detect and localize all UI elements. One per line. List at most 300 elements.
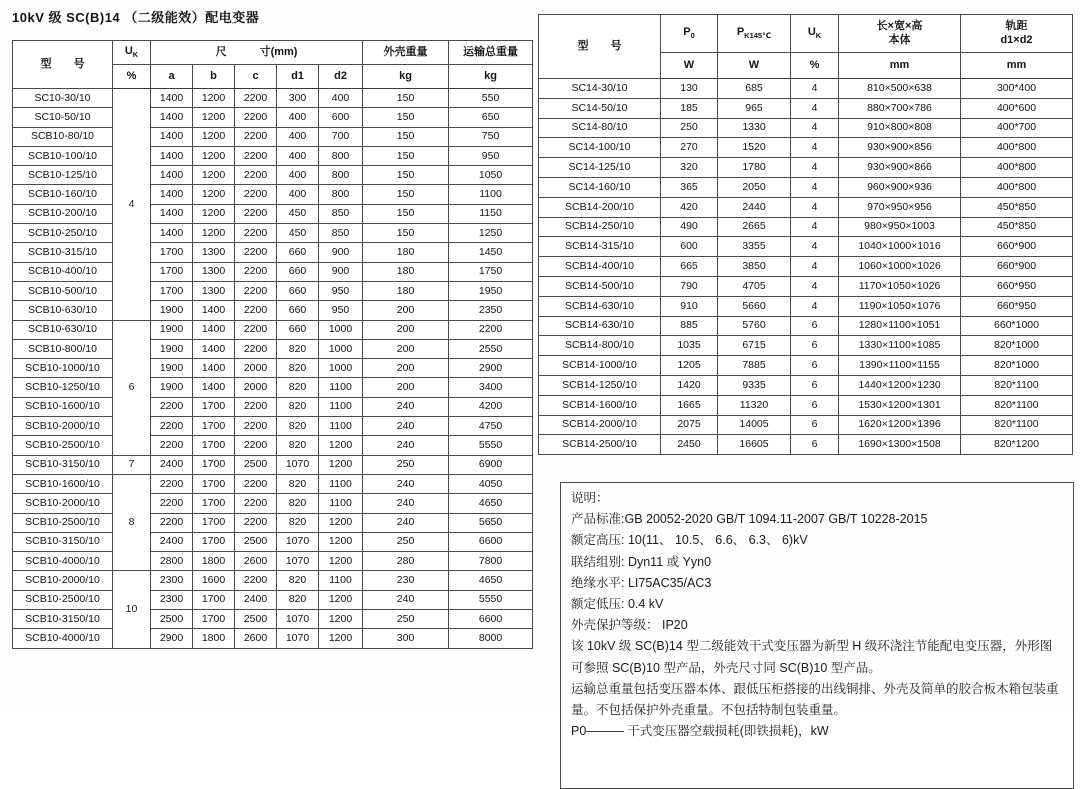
value-cell: 450*850 [961, 217, 1073, 237]
table-row [13, 224, 533, 243]
table-row [13, 629, 533, 648]
value-cell: 1420 [661, 375, 718, 395]
table-row [539, 118, 1073, 138]
table-row [13, 513, 533, 532]
note-line: 说明： [571, 491, 609, 505]
table-row [13, 436, 533, 455]
value-cell: 820*1100 [961, 375, 1073, 395]
uk-value-cell: 8 [113, 474, 151, 570]
model-cell: SCB10-250/10 [13, 224, 113, 243]
col-header-model: 型 号 [13, 41, 113, 89]
value-cell: 240 [363, 590, 449, 609]
value-cell: 150 [363, 89, 449, 108]
table-row [13, 532, 533, 551]
col-header-d2: d2 [319, 65, 363, 89]
value-cell: 240 [363, 494, 449, 513]
value-cell: 1400 [193, 320, 235, 339]
value-cell: 6 [791, 395, 839, 415]
value-cell: 400 [277, 127, 319, 146]
model-cell: SCB10-400/10 [13, 262, 113, 281]
value-cell: 4200 [449, 397, 533, 416]
value-cell: 1050 [449, 166, 533, 185]
value-cell: 2500 [151, 610, 193, 629]
table-row [13, 455, 533, 474]
value-cell: 1390×1100×1155 [839, 356, 961, 376]
value-cell: 2000 [235, 378, 277, 397]
value-cell: 1400 [193, 378, 235, 397]
value-cell: 150 [363, 166, 449, 185]
value-cell: 2450 [661, 435, 718, 455]
col-header-body-dimensions: 长×宽×高 本体 [839, 15, 961, 53]
value-cell: 1100 [319, 378, 363, 397]
value-cell: 2200 [235, 243, 277, 262]
value-cell: 3850 [718, 257, 791, 277]
value-cell: 1200 [193, 146, 235, 165]
note-line: 产品标准:GB 20052-2020 GB/T 1094.11-2007 GB/T 10228-2015 [571, 512, 928, 527]
note-line: 额定高压: 10(11、 10.5、 6.6、 6.3、 6)kV [571, 533, 808, 548]
value-cell: 1060×1000×1026 [839, 257, 961, 277]
col-header-uk: $U_K$ [113, 41, 151, 65]
value-cell: 885 [661, 316, 718, 336]
value-cell: 16605 [718, 435, 791, 455]
value-cell: 2500 [235, 610, 277, 629]
value-cell: 2200 [235, 204, 277, 223]
model-cell: SCB10-1600/10 [13, 474, 113, 493]
table-row [539, 197, 1073, 217]
value-cell: 7800 [449, 552, 533, 571]
note-line: 该 10kV 级 SC(B)14 型二级能效干式变压器为新型 H 级环浇注节能配电变压器，外形图可参照 SC(B)10 型产品，外壳尺寸同 SC(B)10 型产品。 [571, 639, 1053, 675]
value-cell: 4050 [449, 474, 533, 493]
value-cell: 820*1000 [961, 356, 1073, 376]
value-cell: 1100 [319, 571, 363, 590]
value-cell: 300*400 [961, 79, 1073, 99]
value-cell: 700 [319, 127, 363, 146]
value-cell: 820*1000 [961, 336, 1073, 356]
value-cell: 1100 [319, 417, 363, 436]
value-cell: 1450 [449, 243, 533, 262]
value-cell: 1700 [193, 455, 235, 474]
col-header-shell-weight-unit: kg [363, 65, 449, 89]
model-cell: SCB10-100/10 [13, 146, 113, 165]
value-cell: 200 [363, 339, 449, 358]
value-cell: 1200 [319, 629, 363, 648]
model-cell: SCB10-500/10 [13, 281, 113, 300]
value-cell: 2800 [151, 552, 193, 571]
value-cell: 1200 [193, 204, 235, 223]
value-cell: 1250 [449, 224, 533, 243]
value-cell: 250 [363, 610, 449, 629]
model-cell: SCB14-630/10 [539, 316, 661, 336]
model-cell: SCB10-2500/10 [13, 436, 113, 455]
value-cell: 750 [449, 127, 533, 146]
value-cell: 600 [319, 108, 363, 127]
col-header-model: 型 号 [539, 15, 661, 79]
value-cell: 1070 [277, 552, 319, 571]
page-title: 10kV 级 SC(B)14 （二级能效）配电变器 [12, 10, 260, 25]
value-cell: 820 [277, 339, 319, 358]
value-cell: 2200 [235, 494, 277, 513]
value-cell: 1400 [193, 359, 235, 378]
value-cell: 1280×1100×1051 [839, 316, 961, 336]
model-cell: SCB14-400/10 [539, 257, 661, 277]
value-cell: 900 [319, 243, 363, 262]
value-cell: 180 [363, 243, 449, 262]
value-cell: 1205 [661, 356, 718, 376]
value-cell: 950 [319, 301, 363, 320]
model-cell: SCB14-315/10 [539, 237, 661, 257]
value-cell: 820 [277, 397, 319, 416]
value-cell: 2200 [151, 474, 193, 493]
model-cell: SCB14-1600/10 [539, 395, 661, 415]
value-cell: 8000 [449, 629, 533, 648]
value-cell: 1700 [151, 262, 193, 281]
model-cell: SCB10-800/10 [13, 339, 113, 358]
table-row [539, 375, 1073, 395]
value-cell: 1530×1200×1301 [839, 395, 961, 415]
value-cell: 5760 [718, 316, 791, 336]
value-cell: 1300 [193, 262, 235, 281]
value-cell: 930×900×866 [839, 158, 961, 178]
value-cell: 1700 [193, 513, 235, 532]
value-cell: 450 [277, 204, 319, 223]
value-cell: 1900 [151, 301, 193, 320]
value-cell: 820 [277, 436, 319, 455]
value-cell: 1400 [151, 108, 193, 127]
value-cell: 11320 [718, 395, 791, 415]
value-cell: 660*950 [961, 276, 1073, 296]
value-cell: 1900 [151, 320, 193, 339]
col-header-dimensions-unit: mm [839, 53, 961, 79]
model-cell: SCB10-3150/10 [13, 532, 113, 551]
value-cell: 820 [277, 590, 319, 609]
value-cell: 150 [363, 204, 449, 223]
value-cell: 2200 [151, 417, 193, 436]
table-row [539, 356, 1073, 376]
value-cell: 4 [791, 276, 839, 296]
col-header-d1: d1 [277, 65, 319, 89]
value-cell: 2200 [235, 127, 277, 146]
value-cell: 150 [363, 224, 449, 243]
value-cell: 800 [319, 166, 363, 185]
value-cell: 1070 [277, 629, 319, 648]
value-cell: 1900 [151, 339, 193, 358]
value-cell: 910×800×808 [839, 118, 961, 138]
value-cell: 2300 [151, 590, 193, 609]
scb14-spec-table [538, 14, 1073, 455]
value-cell: 200 [363, 359, 449, 378]
value-cell: 660 [277, 243, 319, 262]
value-cell: 1400 [151, 166, 193, 185]
table-row [13, 320, 533, 339]
value-cell: 2200 [235, 301, 277, 320]
value-cell: 240 [363, 417, 449, 436]
value-cell: 450*850 [961, 197, 1073, 217]
value-cell: 250 [363, 455, 449, 474]
value-cell: 1700 [193, 494, 235, 513]
value-cell: 1400 [151, 127, 193, 146]
value-cell: 4 [791, 217, 839, 237]
note-line: 外壳保护等级： IP20 [571, 618, 688, 633]
value-cell: 1200 [319, 455, 363, 474]
value-cell: 1200 [319, 610, 363, 629]
value-cell: 5650 [449, 513, 533, 532]
model-cell: SCB10-3150/10 [13, 610, 113, 629]
value-cell: 660 [277, 281, 319, 300]
value-cell: 820*1100 [961, 395, 1073, 415]
col-header-c: c [235, 65, 277, 89]
value-cell: 130 [661, 79, 718, 99]
value-cell: 1900 [151, 378, 193, 397]
value-cell: 1900 [151, 359, 193, 378]
value-cell: 1780 [718, 158, 791, 178]
table-row [539, 336, 1073, 356]
value-cell: 400 [319, 89, 363, 108]
value-cell: 4 [791, 296, 839, 316]
value-cell: 400 [277, 146, 319, 165]
model-cell: SCB10-1250/10 [13, 378, 113, 397]
uk-value-cell: 7 [113, 455, 151, 474]
table-row [13, 571, 533, 590]
model-cell: SCB14-2500/10 [539, 435, 661, 455]
value-cell: 960×900×936 [839, 177, 961, 197]
value-cell: 1000 [319, 359, 363, 378]
value-cell: 1190×1050×1076 [839, 296, 961, 316]
value-cell: 650 [449, 108, 533, 127]
model-cell: SCB14-1250/10 [539, 375, 661, 395]
value-cell: 150 [363, 146, 449, 165]
model-cell: SC14-160/10 [539, 177, 661, 197]
value-cell: 400*800 [961, 158, 1073, 178]
value-cell: 2550 [449, 339, 533, 358]
value-cell: 1330×1100×1085 [839, 336, 961, 356]
value-cell: 230 [363, 571, 449, 590]
value-cell: 1040×1000×1016 [839, 237, 961, 257]
value-cell: 1200 [193, 185, 235, 204]
value-cell: 180 [363, 281, 449, 300]
table-row [13, 127, 533, 146]
value-cell: 1100 [319, 494, 363, 513]
table-row [13, 204, 533, 223]
note-line: P0——— 干式变压器空载损耗(即铁损耗)，kW [571, 724, 829, 739]
value-cell: 1200 [193, 224, 235, 243]
value-cell: 400*800 [961, 138, 1073, 158]
value-cell: 2200 [235, 571, 277, 590]
model-cell: SCB14-2000/10 [539, 415, 661, 435]
value-cell: 4 [791, 118, 839, 138]
value-cell: 790 [661, 276, 718, 296]
value-cell: 1400 [151, 185, 193, 204]
value-cell: 150 [363, 127, 449, 146]
table-row [13, 590, 533, 609]
value-cell: 2200 [235, 436, 277, 455]
table-row [539, 435, 1073, 455]
value-cell: 910 [661, 296, 718, 316]
table-row [13, 494, 533, 513]
value-cell: 6900 [449, 455, 533, 474]
value-cell: 600 [661, 237, 718, 257]
value-cell: 5550 [449, 590, 533, 609]
model-cell: SCB10-125/10 [13, 166, 113, 185]
value-cell: 2200 [235, 281, 277, 300]
value-cell: 1750 [449, 262, 533, 281]
value-cell: 2900 [449, 359, 533, 378]
value-cell: 2440 [718, 197, 791, 217]
value-cell: 400 [277, 166, 319, 185]
scb14-table-body [539, 79, 1073, 455]
table-row [539, 138, 1073, 158]
value-cell: 1100 [319, 474, 363, 493]
value-cell: 4650 [449, 571, 533, 590]
value-cell: 950 [449, 146, 533, 165]
value-cell: 4 [791, 138, 839, 158]
model-cell: SCB10-2000/10 [13, 571, 113, 590]
value-cell: 2300 [151, 571, 193, 590]
value-cell: 6600 [449, 532, 533, 551]
value-cell: 2200 [235, 89, 277, 108]
table-row [539, 79, 1073, 99]
model-cell: SCB10-630/10 [13, 301, 113, 320]
value-cell: 1400 [151, 204, 193, 223]
value-cell: 400*800 [961, 177, 1073, 197]
value-cell: 1700 [193, 590, 235, 609]
value-cell: 2500 [235, 455, 277, 474]
value-cell: 2200 [235, 320, 277, 339]
value-cell: 2200 [151, 397, 193, 416]
model-cell: SCB14-800/10 [539, 336, 661, 356]
col-header-uk-unit: % [113, 65, 151, 89]
note-line: 联结组别: Dyn11 或 Yyn0 [571, 554, 712, 569]
value-cell: 200 [363, 378, 449, 397]
value-cell: 1440×1200×1230 [839, 375, 961, 395]
value-cell: 250 [363, 532, 449, 551]
value-cell: 1200 [193, 166, 235, 185]
value-cell: 250 [661, 118, 718, 138]
value-cell: 1600 [193, 571, 235, 590]
col-header-pk145: $P_{K145℃}$ [718, 15, 791, 53]
value-cell: 1400 [151, 224, 193, 243]
value-cell: 1400 [193, 301, 235, 320]
value-cell: 4 [791, 197, 839, 217]
col-header-rail-gauge: 轨距 d1×d2 [961, 15, 1073, 53]
value-cell: 1100 [449, 185, 533, 204]
value-cell: 550 [449, 89, 533, 108]
model-cell: SCB10-315/10 [13, 243, 113, 262]
value-cell: 820 [277, 378, 319, 397]
table-row [539, 98, 1073, 118]
value-cell: 2200 [235, 339, 277, 358]
value-cell: 820 [277, 417, 319, 436]
col-header-shell-weight: 外壳重量 [363, 41, 449, 65]
value-cell: 665 [661, 257, 718, 277]
table-row [13, 552, 533, 571]
value-cell: 2665 [718, 217, 791, 237]
model-cell: SCB14-200/10 [539, 197, 661, 217]
value-cell: 2400 [151, 532, 193, 551]
value-cell: 685 [718, 79, 791, 99]
table-row [539, 177, 1073, 197]
value-cell: 6 [791, 316, 839, 336]
model-cell: SCB10-3150/10 [13, 455, 113, 474]
value-cell: 660 [277, 320, 319, 339]
value-cell: 400*600 [961, 98, 1073, 118]
value-cell: 240 [363, 513, 449, 532]
value-cell: 660*950 [961, 296, 1073, 316]
value-cell: 2200 [235, 108, 277, 127]
value-cell: 1035 [661, 336, 718, 356]
value-cell: 280 [363, 552, 449, 571]
value-cell: 1665 [661, 395, 718, 415]
value-cell: 1200 [319, 590, 363, 609]
table-row [13, 474, 533, 493]
value-cell: 820 [277, 494, 319, 513]
value-cell: 9335 [718, 375, 791, 395]
value-cell: 970×950×956 [839, 197, 961, 217]
model-cell: SC10-50/10 [13, 108, 113, 127]
value-cell: 1200 [193, 108, 235, 127]
table-row [539, 158, 1073, 178]
value-cell: 2200 [235, 513, 277, 532]
value-cell: 1170×1050×1026 [839, 276, 961, 296]
col-header-p0: $P_0$ [661, 15, 718, 53]
scb10-table-body [13, 89, 533, 649]
col-header-uk: $U_K$ [791, 15, 839, 53]
table-row [13, 89, 533, 108]
table-row [539, 237, 1073, 257]
value-cell: 300 [277, 89, 319, 108]
value-cell: 1700 [193, 610, 235, 629]
value-cell: 1700 [193, 436, 235, 455]
model-cell: SC14-100/10 [539, 138, 661, 158]
value-cell: 1200 [193, 89, 235, 108]
table-row [13, 185, 533, 204]
value-cell: 1200 [319, 552, 363, 571]
value-cell: 2200 [235, 474, 277, 493]
value-cell: 1200 [193, 127, 235, 146]
value-cell: 880×700×786 [839, 98, 961, 118]
table-row [539, 276, 1073, 296]
value-cell: 2200 [235, 417, 277, 436]
value-cell: 5660 [718, 296, 791, 316]
value-cell: 4 [791, 98, 839, 118]
note-line: 绝缘水平: LI75AC35/AC3 [571, 575, 712, 590]
value-cell: 2600 [235, 629, 277, 648]
value-cell: 320 [661, 158, 718, 178]
value-cell: 1700 [193, 417, 235, 436]
value-cell: 365 [661, 177, 718, 197]
value-cell: 6 [791, 435, 839, 455]
value-cell: 4 [791, 257, 839, 277]
model-cell: SCB10-80/10 [13, 127, 113, 146]
model-cell: SCB10-1000/10 [13, 359, 113, 378]
value-cell: 1700 [193, 532, 235, 551]
value-cell: 14005 [718, 415, 791, 435]
table-row [13, 146, 533, 165]
value-cell: 1200 [319, 532, 363, 551]
value-cell: 5550 [449, 436, 533, 455]
value-cell: 1070 [277, 455, 319, 474]
value-cell: 1690×1300×1508 [839, 435, 961, 455]
value-cell: 2400 [235, 590, 277, 609]
value-cell: 4750 [449, 417, 533, 436]
value-cell: 185 [661, 98, 718, 118]
value-cell: 2400 [151, 455, 193, 474]
uk-value-cell: 4 [113, 89, 151, 321]
note-line: 运输总重量包括变压器本体、跟低压柜搭接的出线铜排、外壳及简单的胶合板木箱包装重量。不包括保护外壳重量。不包括特制包装重量。 [571, 681, 1059, 718]
notes-box [560, 482, 1074, 789]
value-cell: 270 [661, 138, 718, 158]
value-cell: 810×500×638 [839, 79, 961, 99]
model-cell: SCB10-2000/10 [13, 417, 113, 436]
